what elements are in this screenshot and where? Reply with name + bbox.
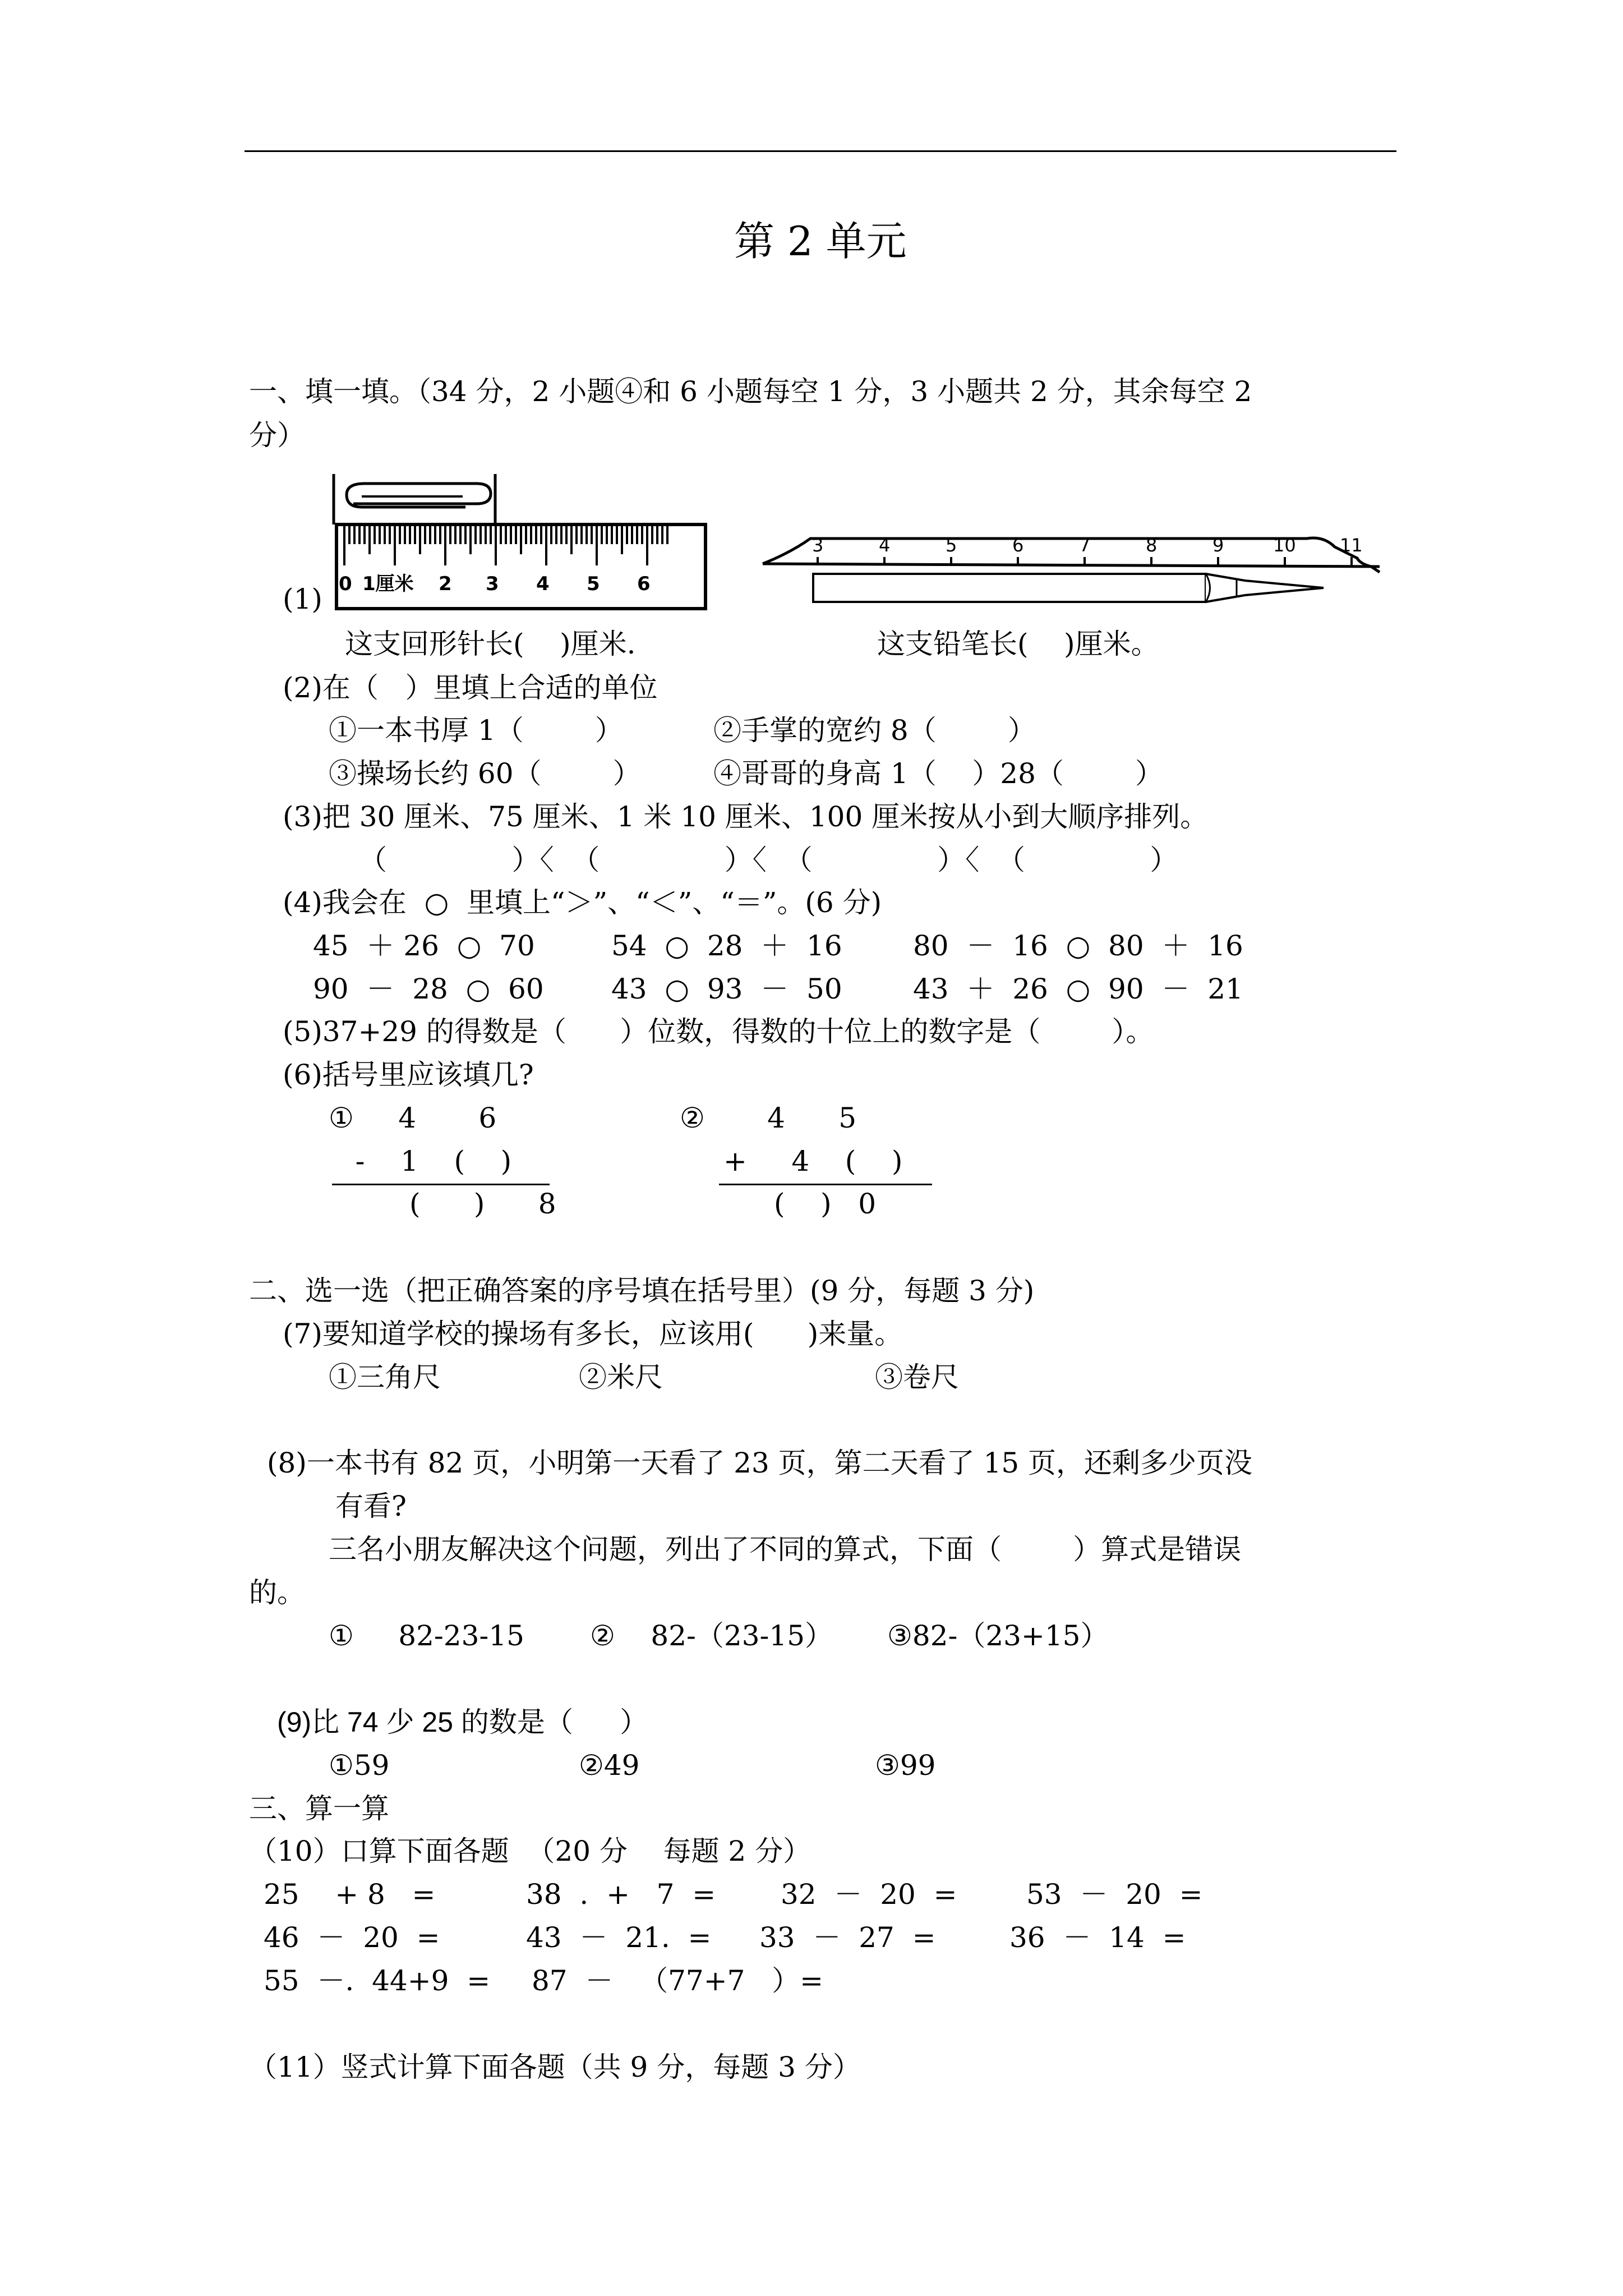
ruler2-label: 6: [1012, 535, 1024, 556]
header-rule: [245, 150, 1396, 152]
q10-stem: （10）口算下面各题 （20 分 每题 2 分）: [249, 1835, 811, 1867]
q10-item: 25 + 8 =: [264, 1878, 436, 1911]
q7-stem: (7)要知道学校的操场有多长，应该用( )来量。: [283, 1318, 903, 1350]
ruler2-label: 8: [1146, 535, 1158, 556]
q10-item: 33 － 27 =: [759, 1921, 936, 1954]
q4-stem: (4)我会在 ○ 里填上“＞”、“＜”、“＝”。(6 分): [283, 886, 882, 919]
page-title: 第 2 单元: [734, 218, 907, 265]
ruler2-label: 10: [1273, 535, 1296, 556]
ruler-label: 5: [587, 573, 600, 595]
ruler-label: 2: [439, 573, 452, 595]
q10-item: 87 － （77+7 ）=: [532, 1964, 823, 1997]
q2-d: ④哥哥的身高 1（ ）28（ ）: [713, 757, 1164, 790]
ruler2-label: 3: [812, 535, 824, 556]
q3-blanks: （ ）〈 （ ）〈 （ ）〈 （ ）: [359, 844, 1178, 876]
ruler-label: 1厘米: [362, 573, 414, 595]
q6-b-underline: [719, 1184, 932, 1185]
q5: (5)37+29 的得数是（ ）位数，得数的十位上的数字是（ ）。: [283, 1015, 1154, 1048]
q9-stem: (9)比 74 少 25 的数是（ ）: [277, 1706, 648, 1738]
q11-stem: （11）竖式计算下面各题（共 9 分，每题 3 分）: [249, 2051, 861, 2083]
q9-option-a: ①59: [329, 1749, 390, 1782]
section1-heading: 一、填一填。（34 分，2 小题④和 6 小题每空 1 分，3 小题共 2 分，其余每空 2: [249, 375, 1252, 408]
ruler2-label: 9: [1212, 535, 1224, 556]
q8-option-b: ② 82-（23-15）: [590, 1619, 833, 1652]
q6-b-line1: ② 4 5: [680, 1102, 857, 1134]
q2-b: ②手掌的宽约 8（ ）: [713, 714, 1036, 747]
q10-item: 38 . + 7 =: [526, 1878, 716, 1911]
q8-option-c: ③82-（23+15）: [887, 1619, 1109, 1652]
q4-row2-b: 43 ○ 93 － 50: [611, 973, 842, 1005]
q8-stem-2: 有看?: [335, 1490, 407, 1522]
q4-row1-b: 54 ○ 28 ＋ 16: [611, 930, 842, 962]
paperclip-ruler-figure: [331, 460, 712, 611]
q10-item: 32 － 20 =: [781, 1878, 957, 1911]
ruler2-label: 7: [1079, 535, 1091, 556]
q1-caption-clip: 这支回形针长( )厘米.: [345, 628, 636, 660]
q4-row1-a: 45 ＋ 26 ○ 70: [313, 930, 535, 962]
q6-a-underline: [332, 1184, 550, 1185]
q10-item: 43 － 21. =: [526, 1921, 712, 1954]
q2-c: ③操场长约 60（ ）: [329, 757, 641, 790]
q4-row2-a: 90 － 28 ○ 60: [313, 973, 544, 1005]
q1-caption-pencil: 这支铅笔长( )厘米。: [877, 628, 1159, 660]
q10-item: 55 －. 44+9 =: [264, 1964, 491, 1997]
q7-option-a: ①三角尺: [329, 1361, 441, 1393]
q7-option-b: ②米尺: [579, 1361, 663, 1393]
ruler-label: 4: [536, 573, 550, 595]
q6-stem: (6)括号里应该填几?: [283, 1059, 534, 1091]
q7-option-c: ③卷尺: [875, 1361, 959, 1393]
q8-stem-1: (8)一本书有 82 页，小明第一天看了 23 页，第二天看了 15 页，还剩多少页没: [267, 1447, 1253, 1479]
q10-item: 36 － 14 =: [1009, 1921, 1186, 1954]
q2-a: ①一本书厚 1（ ）: [329, 714, 623, 747]
ruler-label: 3: [486, 573, 499, 595]
q3-stem: (3)把 30 厘米、75 厘米、1 米 10 厘米、100 厘米按从小到大顺序排列。: [283, 800, 1209, 833]
q6-b-line2: + 4 ( ): [723, 1145, 903, 1177]
ruler2-label: 4: [879, 535, 891, 556]
q4-row1-c: 80 － 16 ○ 80 ＋ 16: [913, 930, 1243, 962]
q6-a-line1: ① 4 6: [329, 1102, 497, 1134]
q6-a-line3: ( ) 8: [409, 1188, 556, 1220]
section1-heading-cont: 分）: [249, 419, 305, 452]
section2-heading: 二、选一选（把正确答案的序号填在括号里）(9 分，每题 3 分): [249, 1274, 1035, 1307]
q1-number: (1): [283, 583, 322, 615]
ruler2-label: 11: [1340, 535, 1363, 556]
q4-row2-c: 43 ＋ 26 ○ 90 － 21: [913, 973, 1243, 1005]
q9-option-b: ②49: [579, 1749, 640, 1782]
q2-stem: (2)在（ ）里填上合适的单位: [283, 671, 658, 704]
q10-item: 53 － 20 =: [1026, 1878, 1203, 1911]
ruler-label: 0: [339, 573, 352, 595]
q6-a-line2: - 1 ( ): [329, 1145, 512, 1177]
q8-option-a: ① 82-23-15: [329, 1619, 524, 1652]
q10-item: 46 － 20 =: [264, 1921, 440, 1954]
pencil-ruler-figure: [757, 508, 1391, 614]
ruler2-label: 5: [946, 535, 957, 556]
q6-b-line3: ( ) 0: [774, 1188, 877, 1220]
ruler-label: 6: [637, 573, 651, 595]
q9-option-c: ③99: [875, 1749, 936, 1782]
q8-stem-3: 三名小朋友解决这个问题，列出了不同的算式，下面（ ）算式是错误: [329, 1533, 1242, 1566]
section3-heading: 三、算一算: [249, 1792, 389, 1825]
q8-stem-4: 的。: [249, 1576, 305, 1609]
